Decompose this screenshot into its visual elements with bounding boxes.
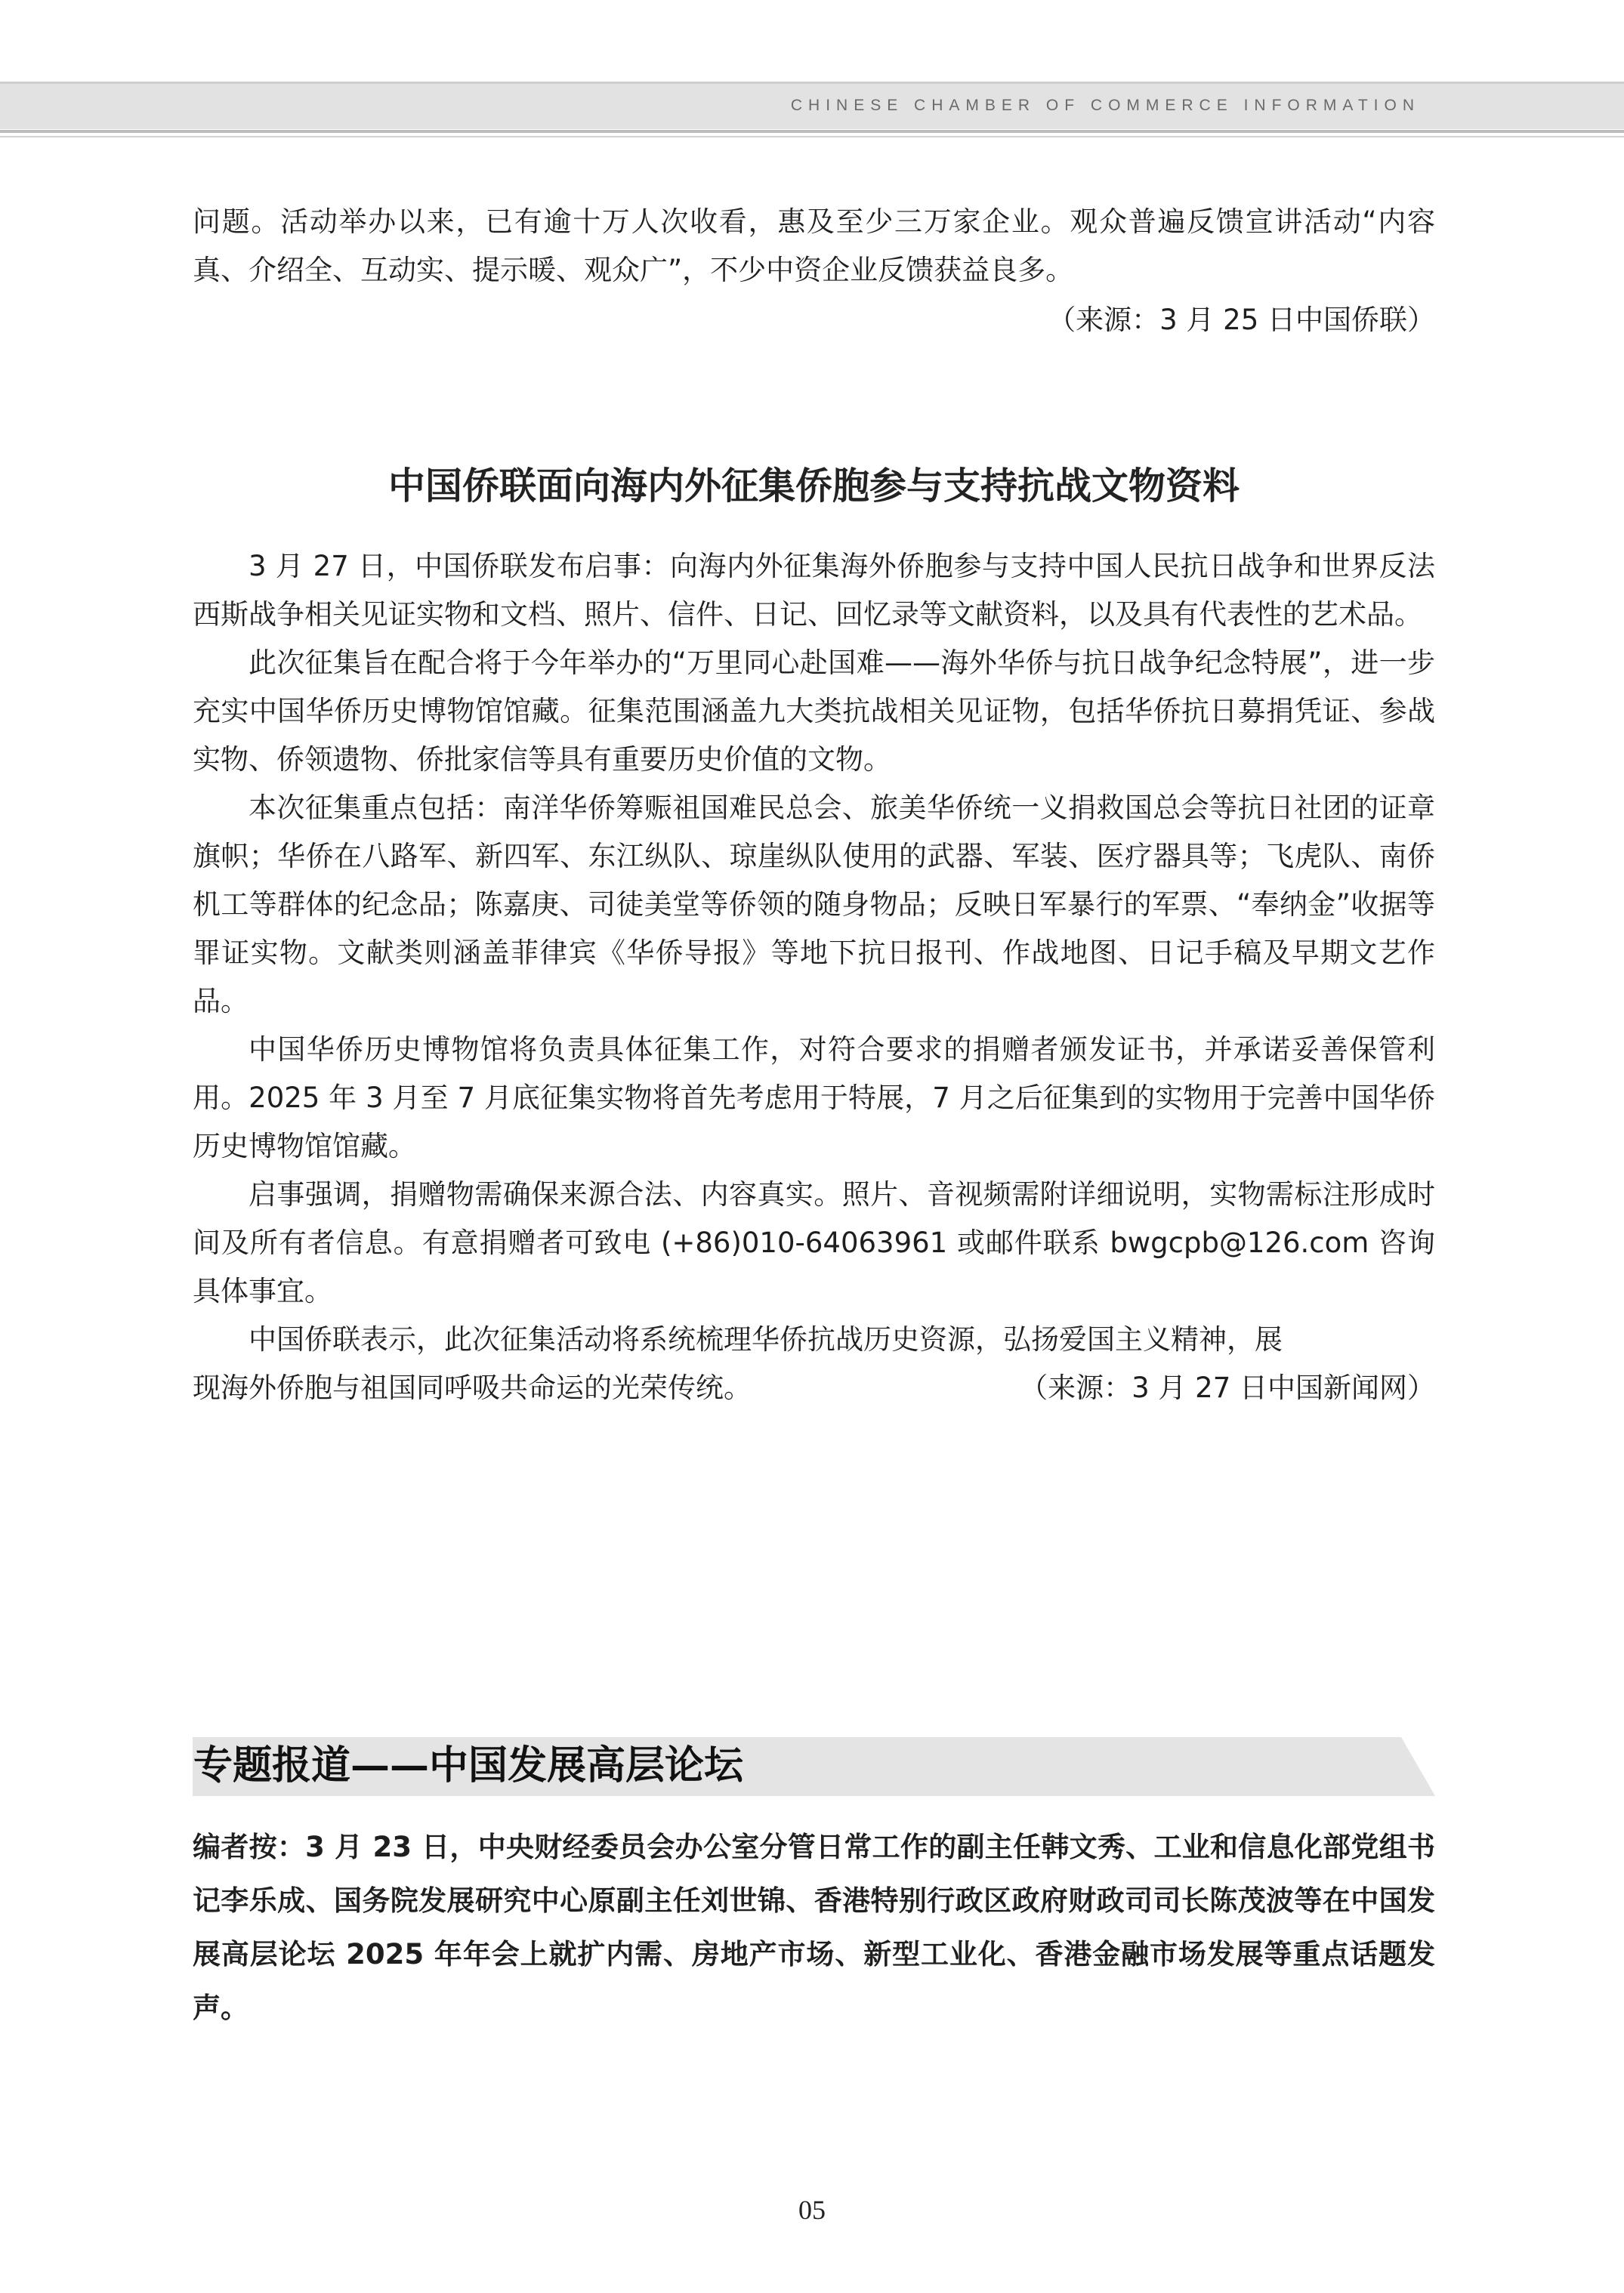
article-body: [193, 542, 1435, 1412]
paragraph: 中国华侨历史博物馆将负责具体征集工作，对符合要求的捐赠者颁发证书，并承诺妥善保管利用。2025 年 3 月至 7 月底征集实物将首先考虑用于特展，7 月之后征集到的实物用于完善中国华侨历史博物馆馆藏。: [193, 1033, 1435, 1162]
paragraph: 中国侨联表示，此次征集活动将系统梳理华侨抗战历史资源，弘扬爱国主义精神，展: [249, 1323, 1283, 1356]
paragraph: 启事强调，捐赠物需确保来源合法、内容真实。照片、音视频需附详细说明，实物需标注形成时间及所有者信息。有意捐赠者可致电 (+86)010-64063961 或邮件联系 bwgcpb@126.com 咨询具体事宜。: [193, 1178, 1435, 1307]
section-title: 专题报道——中国发展高层论坛: [193, 1742, 744, 1788]
page-number: 05: [798, 2195, 826, 2225]
paragraph: 本次征集重点包括：南洋华侨筹赈祖国难民总会、旅美华侨统一义捐救国总会等抗日社团的证章旗帜；华侨在八路军、新四军、东江纵队、琼崖纵队使用的武器、军装、医疗器具等；飞虎队、南侨机工等群体的纪念品；陈嘉庚、司徒美堂等侨领的随身物品；反映日军暴行的军票、“奉纳金”收据等罪证实物。文献类则涵盖菲律宾《华侨导报》等地下抗日报刊、作战地图、日记手稿及早期文艺作品。: [193, 792, 1435, 1017]
previous-article-tail: [193, 198, 1435, 344]
publication-name: CHINESE CHAMBER OF COMMERCE INFORMATION: [790, 97, 1420, 114]
paragraph: 问题。活动举办以来，已有逾十万人次收看，惠及至少三万家企业。观众普遍反馈宣讲活动“内容真、介绍全、互动实、提示暖、观众广”，不少中资企业反馈获益良多。: [193, 205, 1435, 286]
editor-note: 编者按：3 月 23 日，中央财经委员会办公室分管日常工作的副主任韩文秀、工业和信息化部党组书记李乐成、国务院发展研究中心原副主任刘世锦、香港特别行政区政府财政司司长陈茂波等在中国发展高层论坛 2025 年年会上就扩内需、房地产市场、新型工业化、香港金融市场发展等重点话题发声。: [193, 1831, 1435, 2024]
paragraph: 3 月 27 日，中国侨联发布启事：向海内外征集海外侨胞参与支持中国人民抗日战争和世界反法西斯战争相关见证实物和文档、照片、信件、日记、回忆录等文献资料，以及具有代表性的艺术品。: [193, 550, 1435, 631]
header-divider-thin: [0, 136, 1624, 137]
header-divider: [0, 130, 1624, 133]
article-title: 中国侨联面向海内外征集侨胞参与支持抗战文物资料: [387, 464, 1240, 508]
paragraph: 此次征集旨在配合将于今年举办的“万里同心赴国难——海外华侨与抗日战争纪念特展”，进一步充实中国华侨历史博物馆馆藏。征集范围涵盖九大类抗战相关见证物，包括华侨抗日募捐凭证、参战实物、侨领遗物、侨批家信等具有重要历史价值的文物。: [193, 647, 1435, 776]
paragraph-tail: 现海外侨胞与祖国同呼吸共命运的光荣传统。: [193, 1372, 752, 1404]
source-note: （来源：3 月 25 日中国侨联）: [1048, 304, 1435, 336]
closing-line: [193, 1364, 1435, 1412]
source-note: （来源：3 月 27 日中国新闻网）: [1020, 1372, 1435, 1404]
